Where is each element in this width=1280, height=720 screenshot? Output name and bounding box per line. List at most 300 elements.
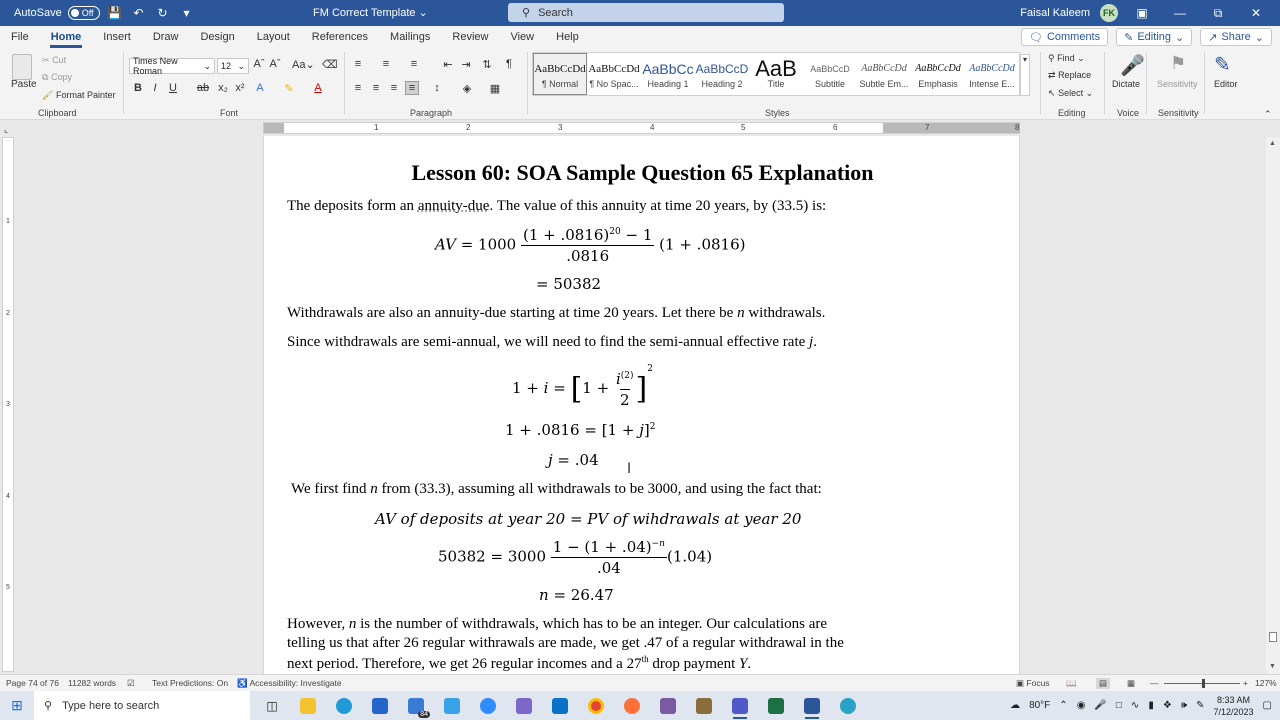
page-count[interactable]: Page 74 of 76 — [6, 678, 59, 688]
editor-button[interactable]: Editor — [1214, 79, 1238, 89]
autosave-toggle[interactable] — [68, 6, 100, 20]
math-text: = 26.47 — [548, 586, 614, 604]
style-name: Subtitle — [814, 79, 846, 89]
style-subtle-emphasis[interactable] — [857, 53, 911, 95]
text: We first find — [291, 481, 371, 497]
ruler-number: 1 — [374, 123, 379, 132]
zoom-app-icon[interactable] — [472, 691, 504, 720]
divider — [1104, 52, 1105, 114]
underline-icon[interactable]: U — [169, 82, 177, 94]
app-tile — [624, 698, 640, 714]
dictate-button[interactable]: Dictate — [1112, 79, 1141, 89]
style-sample: AaBbCcD — [810, 64, 850, 74]
math-var: n — [539, 586, 549, 604]
replace-label: Replace — [1058, 70, 1092, 80]
divider — [123, 52, 124, 114]
shrink-font-icon[interactable]: Aˇ — [269, 58, 281, 70]
share-icon: ↗ — [1208, 31, 1218, 44]
proofing-icon[interactable]: ☑ — [127, 678, 135, 688]
ruler-number: 2 — [466, 123, 471, 132]
numerator — [614, 370, 636, 389]
text-effects-icon[interactable]: A — [256, 82, 264, 94]
app-tile — [804, 698, 820, 714]
bracket: [ — [570, 371, 583, 407]
zoom-slider[interactable] — [1164, 683, 1240, 684]
math-text: 1 + — [512, 379, 544, 397]
align-right-icon[interactable]: ≡ — [390, 82, 398, 94]
increase-indent-icon[interactable]: ⇥ — [461, 59, 471, 71]
bullets-icon[interactable]: ≡ — [354, 58, 362, 70]
text: The deposits form an — [287, 198, 418, 214]
vertical-scrollbar[interactable] — [1266, 137, 1280, 674]
read-mode-icon[interactable]: 📖 — [1066, 678, 1077, 688]
vertical-ruler[interactable] — [2, 137, 14, 672]
close-button[interactable]: ✕ — [1250, 6, 1262, 20]
exponent: 2 — [649, 422, 656, 432]
style-name: Heading 2 — [701, 79, 743, 89]
superscript-icon[interactable]: x² — [235, 82, 245, 94]
paragraph: telling us that after 26 regular withrawals are made, we get .47 of a regular withdrawal in the — [287, 635, 844, 651]
math-text: (1 + .0816) — [522, 226, 610, 244]
app-icon[interactable] — [652, 691, 684, 720]
styles-scroll[interactable]: ▾ — [1020, 54, 1030, 96]
ruler-number: 4 — [650, 123, 655, 132]
autosave-label: AutoSave — [14, 7, 62, 19]
decrease-indent-icon[interactable]: ⇤ — [443, 59, 453, 71]
tab-draw[interactable]: Draw — [152, 31, 179, 43]
app-tile — [300, 698, 316, 714]
text: withdrawals. — [744, 305, 826, 321]
undo-icon[interactable]: ↶ — [133, 6, 144, 20]
app-tile — [660, 698, 676, 714]
app-tile — [588, 698, 604, 714]
brush-icon: 🖌 — [42, 90, 54, 100]
restore-button[interactable]: ⧉ — [1213, 5, 1223, 20]
numbering-icon[interactable]: ≡ — [382, 58, 390, 70]
network-icon[interactable]: ∿ — [1130, 700, 1140, 711]
style-name: Heading 1 — [647, 79, 689, 89]
equation-j-value — [548, 451, 599, 469]
chevron-down-icon: ⌄ — [203, 60, 211, 71]
numerator — [521, 226, 654, 246]
search-icon: ⚲ — [522, 7, 531, 19]
collapse-ribbon-icon[interactable]: ⌃ — [1264, 109, 1272, 119]
styles-group-label: Styles — [765, 108, 790, 118]
dropbox-icon[interactable]: ❖ — [1162, 700, 1172, 711]
tab-help[interactable]: Help — [556, 31, 579, 43]
subscript-icon[interactable]: x₂ — [218, 82, 228, 94]
focus-icon: ▣ — [1016, 678, 1025, 688]
replace-button[interactable] — [1048, 70, 1091, 81]
tab-file[interactable]: File — [11, 31, 29, 43]
word-icon[interactable] — [796, 691, 828, 720]
document-page[interactable] — [263, 136, 1020, 674]
style-sample: AaB — [755, 56, 797, 81]
notifications-icon[interactable]: ▢ — [1262, 700, 1272, 711]
ribbon-tabs — [0, 26, 1280, 48]
clipboard-icon — [12, 54, 32, 80]
cut-label: Cut — [52, 55, 67, 65]
tab-mailings[interactable]: Mailings — [390, 31, 431, 43]
paste-button[interactable]: Paste — [11, 79, 37, 90]
math-var: n — [370, 481, 378, 497]
document-heading: Lesson 60: SOA Sample Question 65 Explanation — [411, 160, 874, 185]
font-family-select[interactable] — [129, 58, 215, 74]
equation-annuity — [438, 538, 712, 577]
ruler-number: 3 — [6, 401, 10, 408]
math-text: = 1000 — [455, 235, 517, 254]
user-name[interactable]: Faisal Kaleem — [1020, 7, 1090, 19]
style-heading-1[interactable] — [641, 53, 695, 95]
style-name: Subtle Em... — [859, 79, 909, 89]
taskbar-apps — [256, 691, 864, 720]
fraction — [614, 370, 636, 409]
paragraph — [287, 616, 827, 633]
styles-gallery — [532, 52, 1020, 96]
sort-icon[interactable]: ⇅ — [482, 59, 492, 71]
style-title[interactable] — [749, 53, 803, 95]
math-var: j — [548, 451, 553, 469]
text: drop payment — [648, 656, 740, 672]
divider — [527, 52, 528, 114]
tab-references[interactable]: References — [311, 31, 369, 43]
edge-icon[interactable] — [328, 691, 360, 720]
text-predictions[interactable]: Text Predictions: On — [152, 678, 229, 688]
sensitivity-icon: ⚑ — [1170, 53, 1187, 73]
equation-rate — [512, 364, 653, 409]
style-subtitle[interactable] — [803, 53, 857, 95]
style-name: ¶ Normal — [541, 79, 579, 89]
app-tile — [444, 698, 460, 714]
avatar[interactable]: FK — [1100, 4, 1118, 22]
borders-icon[interactable]: ▦ — [489, 83, 501, 95]
editing-mode-button[interactable]: ✎ Editing ⌄ — [1116, 28, 1192, 46]
exponent: 2 — [647, 364, 653, 374]
search-icon: ⚲ — [44, 700, 53, 712]
style-sample: AaBbCcDd — [534, 63, 586, 75]
clock-time: 8:33 AM — [1217, 694, 1251, 705]
style-normal[interactable] — [533, 53, 587, 95]
editor-icon: ✎ — [1214, 54, 1231, 76]
divider — [344, 52, 345, 114]
scroll-thumb[interactable] — [1269, 632, 1277, 642]
math-var: n — [737, 305, 745, 321]
search-placeholder: Search — [538, 6, 573, 19]
show-marks-icon[interactable]: ¶ — [506, 58, 512, 70]
style-sample: AaBbCcDd — [861, 63, 907, 74]
battery-icon[interactable]: ▮ — [1148, 700, 1154, 711]
clipboard-group-label: Clipboard — [38, 108, 77, 118]
fraction — [521, 226, 654, 265]
math-var: j — [809, 334, 814, 350]
ruler-number: 4 — [6, 493, 10, 500]
math-text: 1 + — [582, 379, 614, 397]
app-tray-icon[interactable]: ◉ — [1076, 700, 1086, 711]
math-var: i — [615, 369, 621, 388]
ruler-number: 6 — [833, 123, 838, 132]
sensitivity-group-label: Sensitivity — [1158, 108, 1199, 118]
tab-home[interactable]: Home — [40, 26, 93, 48]
paragraph — [287, 198, 826, 215]
font-family-value: Times New Roman — [133, 56, 178, 76]
text: . The value of this annuity at time 20 years, by (33.5) is: — [489, 198, 827, 214]
chevron-down-icon: ⌄ — [237, 60, 245, 71]
fraction — [551, 538, 667, 577]
text-cursor-icon: I — [627, 461, 632, 477]
bold-icon[interactable]: B — [134, 82, 142, 94]
focus-label: Focus — [1026, 678, 1050, 688]
format-painter-button[interactable] — [42, 90, 115, 101]
multilevel-list-icon[interactable]: ≡ — [410, 58, 418, 70]
divider — [1146, 52, 1147, 114]
app-tile — [372, 698, 388, 714]
app-tile — [696, 698, 712, 714]
task-view-icon[interactable]: ◫ — [266, 698, 278, 713]
tab-view[interactable]: View — [510, 31, 535, 43]
ruler-number: 5 — [6, 584, 10, 591]
scissors-icon: ✂ — [42, 55, 50, 65]
denominator: .04 — [596, 559, 621, 577]
accessibility-status[interactable] — [237, 678, 342, 689]
toggle-dot — [71, 9, 79, 17]
sensitivity-button[interactable]: Sensitivity — [1157, 79, 1198, 89]
store-icon[interactable] — [364, 691, 396, 720]
line-spacing-icon[interactable]: ↕ — [434, 82, 440, 94]
mail-badge: 84 — [420, 711, 428, 718]
paragraph — [287, 334, 817, 351]
ruler-number: 7 — [925, 123, 930, 132]
share-label: Share — [1221, 31, 1251, 43]
app-icon[interactable] — [544, 691, 576, 720]
focus-button[interactable] — [1016, 678, 1050, 689]
weather-icon[interactable]: ☁ — [1010, 700, 1021, 711]
weather-temp[interactable]: 80°F — [1029, 700, 1051, 711]
superscript: th — [641, 654, 649, 664]
volume-icon[interactable]: 🕪 — [1180, 700, 1188, 711]
strikethrough-icon[interactable]: ab — [196, 82, 210, 94]
customize-qat-icon[interactable]: ▾ — [183, 6, 190, 20]
accessibility-label: Accessibility: Investigate — [249, 678, 342, 688]
math-text: ] — [643, 421, 650, 439]
denominator: 2 — [619, 390, 630, 409]
cursor-icon: ↖ — [1048, 88, 1056, 98]
search-box[interactable] — [508, 3, 784, 22]
app-tile — [336, 698, 352, 714]
comment-icon: 🗨 — [1028, 31, 1043, 44]
microphone-icon: 🎤 — [1120, 55, 1145, 77]
app-icon[interactable] — [688, 691, 720, 720]
denominator: .0816 — [566, 247, 610, 265]
style-sample: AaBbCc — [642, 61, 694, 77]
align-center-icon[interactable]: ≡ — [372, 82, 380, 94]
scroll-down-icon[interactable]: ▼ — [1269, 663, 1276, 670]
zoom-thumb[interactable] — [1202, 679, 1205, 688]
display-icon[interactable]: □ — [1115, 700, 1122, 711]
voice-group-label: Voice — [1117, 108, 1140, 118]
clear-formatting-icon[interactable]: ⌫ — [322, 59, 338, 71]
format-painter-label: Format Painter — [55, 90, 116, 100]
paragraph — [291, 481, 822, 498]
app-icon[interactable] — [436, 691, 468, 720]
style-heading-2[interactable] — [695, 53, 749, 95]
exponent: −n — [651, 539, 665, 549]
text: . — [813, 334, 817, 350]
text: next period. Therefore, we get 26 regular incomes and a 27 — [287, 656, 642, 672]
ribbon-display-icon[interactable]: ▣ — [1136, 6, 1148, 20]
paragraph-group-label: Paragraph — [410, 108, 453, 118]
style-emphasis[interactable] — [911, 53, 965, 95]
math-var: j — [639, 421, 644, 439]
ruler-margin — [264, 123, 284, 133]
tab-selector[interactable]: ⌞ — [4, 124, 9, 134]
ruler-number: 2 — [6, 310, 10, 317]
tab-insert[interactable]: Insert — [103, 31, 131, 43]
replace-icon: ⇄ — [1048, 70, 1056, 80]
ribbon — [0, 48, 1280, 120]
app-tile — [732, 698, 748, 714]
math-text: 1 + .0816 = [1 + — [505, 421, 640, 439]
zoom-out-icon[interactable]: — — [1150, 678, 1159, 688]
math-text: 1 − (1 + .04) — [552, 538, 652, 556]
divider — [1204, 52, 1205, 114]
tab-design[interactable]: Design — [200, 31, 235, 43]
app-tile — [840, 698, 856, 714]
clock[interactable] — [1214, 694, 1254, 718]
text: from (33.3), assuming all withdrawals to be 3000, and using the fact that: — [377, 481, 822, 497]
paragraph — [287, 305, 825, 322]
text: annuity-due — [417, 198, 490, 214]
minimize-button[interactable]: — — [1174, 6, 1186, 20]
mail-icon[interactable] — [400, 691, 432, 720]
save-icon[interactable]: 💾 — [107, 6, 123, 20]
math-var: n — [348, 616, 357, 632]
math-text: = — [548, 379, 571, 397]
zoom-level[interactable]: 127% — [1255, 678, 1277, 688]
web-layout-icon[interactable]: ▦ — [1127, 678, 1136, 688]
equation-av — [435, 226, 745, 265]
justify-icon[interactable]: ≡ — [405, 81, 419, 95]
math-text: (1.04) — [666, 547, 713, 566]
app-tile — [516, 698, 532, 714]
title-bar — [0, 0, 1280, 26]
font-group-label: Font — [220, 108, 239, 118]
firefox-icon[interactable] — [616, 691, 648, 720]
text: is the number of withdrawals, which has to be an integer. Our calculations are — [356, 616, 828, 632]
style-name: ¶ No Spac... — [589, 79, 639, 89]
chrome-icon[interactable] — [580, 691, 612, 720]
style-intense-emphasis[interactable] — [965, 53, 1019, 95]
accessibility-icon: ♿ — [237, 678, 248, 688]
find-label: Find — [1057, 53, 1075, 63]
font-size-select[interactable] — [217, 58, 249, 74]
numerator — [551, 538, 667, 558]
tab-layout[interactable]: Layout — [256, 31, 290, 43]
text: However, — [287, 616, 349, 632]
app-tile — [768, 698, 784, 714]
change-case-icon[interactable]: Aa⌄ — [292, 59, 315, 71]
paragraph — [287, 654, 751, 673]
cut-button[interactable] — [42, 55, 66, 66]
app-tile — [480, 698, 496, 714]
find-button[interactable]: ⚲ Find ⌄ — [1048, 53, 1085, 63]
status-bar — [0, 674, 1280, 691]
style-sample: AaBbCcDd — [915, 63, 961, 74]
comments-button[interactable] — [1021, 28, 1108, 46]
math-var: AV — [435, 235, 456, 254]
taskbar — [0, 691, 1280, 720]
redo-icon[interactable]: ↻ — [157, 6, 168, 20]
text: . — [747, 656, 752, 672]
align-left-icon[interactable]: ≡ — [354, 82, 362, 94]
document-title-text: FM Correct Template — [313, 7, 416, 19]
tab-review[interactable]: Review — [452, 31, 489, 43]
ruler-number: 8 — [1015, 123, 1020, 132]
select-button[interactable]: ↖ Select ⌄ — [1048, 88, 1094, 98]
copy-button[interactable] — [42, 72, 72, 83]
math-text: (1 + .0816) — [659, 235, 746, 254]
equation-value: = 50382 — [536, 275, 602, 293]
math-var: i — [543, 379, 549, 397]
chevron-up-icon[interactable]: ⌃ — [1059, 700, 1068, 711]
help-icon[interactable] — [832, 691, 864, 720]
style-no-spacing[interactable] — [587, 53, 641, 95]
ruler-number: 3 — [558, 123, 563, 132]
equation-balance: AV of deposits at year 20 = PV of wihdrawals at year 20 — [375, 510, 802, 528]
microphone-icon[interactable]: 🎤 — [1094, 700, 1107, 711]
taskbar-search[interactable] — [34, 691, 250, 720]
editing-group-label: Editing — [1058, 108, 1086, 118]
exponent: 20 — [609, 227, 621, 237]
app-tile — [552, 698, 568, 714]
grow-font-icon[interactable]: Aˆ — [253, 58, 265, 70]
zoom-in-icon[interactable]: + — [1243, 678, 1248, 688]
math-var: Y — [739, 656, 748, 672]
style-name: Title — [767, 79, 785, 89]
font-color-icon[interactable]: A — [314, 82, 322, 94]
file-explorer-icon[interactable] — [292, 691, 324, 720]
style-sample: AaBbCcDd — [969, 63, 1015, 74]
copy-label: Copy — [50, 72, 72, 82]
share-button[interactable]: ↗ Share ⌄ — [1200, 28, 1272, 46]
math-text: = .04 — [552, 451, 599, 469]
word-count[interactable]: 11282 words — [68, 678, 117, 688]
scroll-up-icon[interactable]: ▲ — [1269, 140, 1276, 147]
highlight-icon[interactable]: ✎ — [284, 83, 294, 95]
taskbar-search-placeholder: Type here to search — [62, 699, 160, 712]
print-layout-icon[interactable]: ▤ — [1096, 678, 1110, 689]
shading-icon[interactable]: ◈ — [462, 83, 472, 95]
system-tray — [1010, 691, 1272, 720]
italic-icon[interactable]: I — [153, 82, 157, 94]
horizontal-ruler[interactable] — [263, 122, 1020, 134]
excel-icon[interactable] — [760, 691, 792, 720]
document-title[interactable]: FM Correct Template ⌄ — [313, 7, 428, 19]
font-size-value: 12 — [221, 61, 232, 71]
ruler-number: 5 — [741, 123, 746, 132]
teams-icon[interactable] — [724, 691, 756, 720]
math-text: − 1 — [620, 226, 653, 244]
windows-start-icon[interactable]: ⊞ — [11, 697, 23, 713]
math-text: 50382 = 3000 — [438, 547, 546, 566]
ruler-margin — [883, 123, 1020, 133]
divider — [1040, 52, 1041, 114]
ruler-number: 1 — [6, 218, 10, 225]
style-name: Intense E... — [969, 79, 1015, 89]
pen-icon[interactable]: ✎ — [1196, 700, 1205, 711]
style-name: Emphasis — [918, 79, 958, 89]
app-icon[interactable] — [508, 691, 540, 720]
comments-label: Comments — [1046, 31, 1101, 43]
